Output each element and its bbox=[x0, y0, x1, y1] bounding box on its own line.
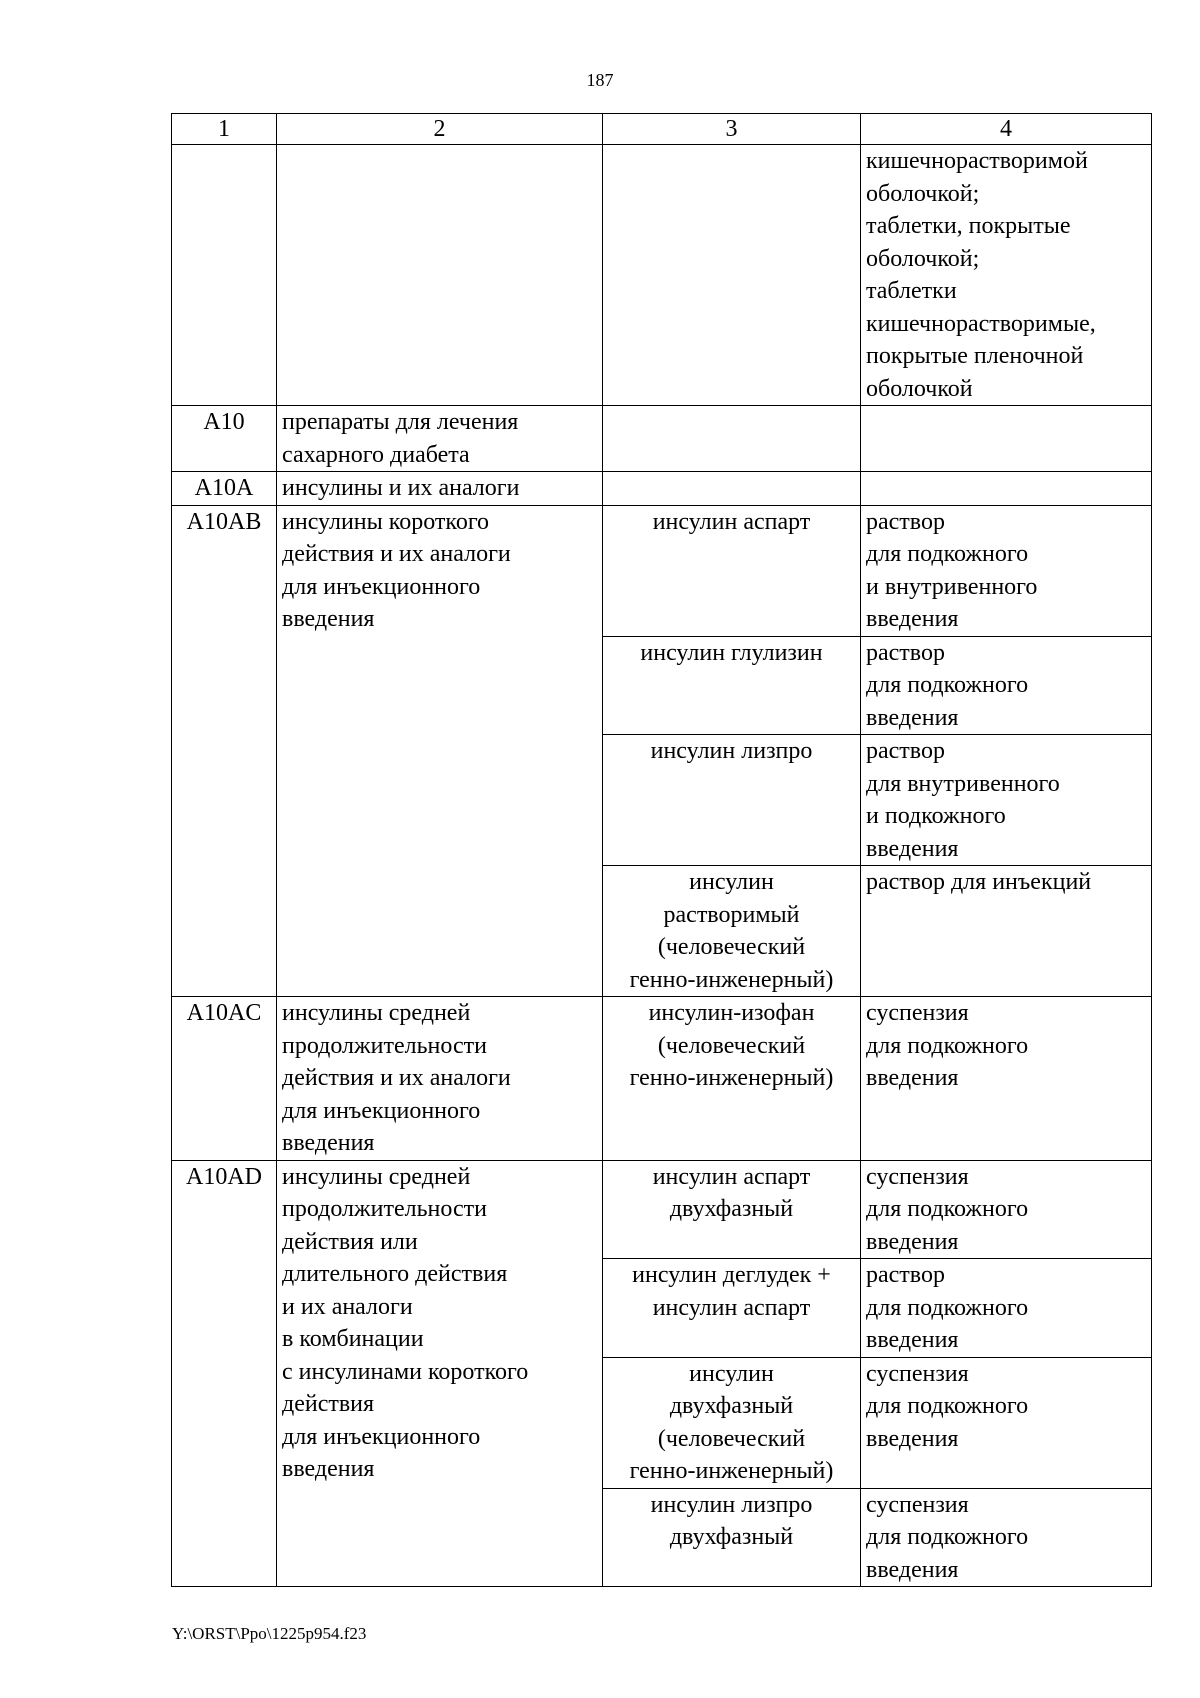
group-name-cell: инсулины средней продолжительности действия или длительного действия и их аналоги в комбинации с инсулинами короткого действия для инъекционного введения bbox=[277, 1160, 603, 1587]
column-header: 2 bbox=[277, 114, 603, 145]
atc-code-cell: A10AB bbox=[172, 505, 277, 997]
atc-code-cell: A10AD bbox=[172, 1160, 277, 1587]
drug-name-cell bbox=[603, 406, 861, 472]
atc-code-cell bbox=[172, 145, 277, 406]
dosage-form-cell: раствор для подкожного и внутривенного введения bbox=[861, 505, 1152, 636]
drug-name-cell bbox=[603, 472, 861, 506]
dosage-form-cell: раствор для подкожного введения bbox=[861, 636, 1152, 735]
dosage-form-cell: суспензия для подкожного введения bbox=[861, 1160, 1152, 1259]
group-name-cell: препараты для лечения сахарного диабета bbox=[277, 406, 603, 472]
drug-name-cell: инсулин аспарт bbox=[603, 505, 861, 636]
dosage-form-cell: суспензия для подкожного введения bbox=[861, 997, 1152, 1161]
group-name-cell: инсулины средней продолжительности действия и их аналоги для инъекционного введения bbox=[277, 997, 603, 1161]
table-row bbox=[172, 406, 1152, 472]
drug-name-cell: инсулин двухфазный (человеческий генно-инженерный) bbox=[603, 1357, 861, 1488]
table-row bbox=[172, 505, 1152, 636]
drug-name-cell: инсулин-изофан (человеческий генно-инженерный) bbox=[603, 997, 861, 1161]
dosage-form-cell: суспензия для подкожного введения bbox=[861, 1357, 1152, 1488]
table-header-row bbox=[172, 114, 1152, 145]
table-row bbox=[172, 997, 1152, 1161]
drug-name-cell: инсулин деглудек + инсулин аспарт bbox=[603, 1259, 861, 1358]
table-row bbox=[172, 145, 1152, 406]
drug-table bbox=[171, 113, 1152, 1587]
dosage-form-cell: раствор для подкожного введения bbox=[861, 1259, 1152, 1358]
table-row bbox=[172, 1160, 1152, 1259]
dosage-form-cell bbox=[861, 406, 1152, 472]
dosage-form-cell: суспензия для подкожного введения bbox=[861, 1488, 1152, 1587]
drug-name-cell: инсулин растворимый (человеческий генно-инженерный) bbox=[603, 866, 861, 997]
atc-code-cell: A10AC bbox=[172, 997, 277, 1161]
atc-code-cell: A10 bbox=[172, 406, 277, 472]
dosage-form-cell bbox=[861, 472, 1152, 506]
drug-name-cell: инсулин лизпро двухфазный bbox=[603, 1488, 861, 1587]
group-name-cell bbox=[277, 145, 603, 406]
atc-code-cell: A10A bbox=[172, 472, 277, 506]
table-row bbox=[172, 472, 1152, 506]
dosage-form-cell: раствор для внутривенного и подкожного введения bbox=[861, 735, 1152, 866]
group-name-cell: инсулины и их аналоги bbox=[277, 472, 603, 506]
drug-name-cell: инсулин лизпро bbox=[603, 735, 861, 866]
dosage-form-cell: кишечнорастворимой оболочкой; таблетки, покрытые оболочкой; таблетки кишечнорастворимые, покрытые пленочной оболочкой bbox=[861, 145, 1152, 406]
group-name-cell: инсулины короткого действия и их аналоги для инъекционного введения bbox=[277, 505, 603, 997]
page-number: 187 bbox=[586, 70, 614, 90]
drug-name-cell: инсулин глулизин bbox=[603, 636, 861, 735]
drug-name-cell bbox=[603, 145, 861, 406]
dosage-form-cell: раствор для инъекций bbox=[861, 866, 1152, 997]
footer-file-path: Y:\ORST\Ppo\1225p954.f23 bbox=[172, 1624, 367, 1643]
column-header: 1 bbox=[172, 114, 277, 145]
column-header: 4 bbox=[861, 114, 1152, 145]
drug-name-cell: инсулин аспарт двухфазный bbox=[603, 1160, 861, 1259]
column-header: 3 bbox=[603, 114, 861, 145]
